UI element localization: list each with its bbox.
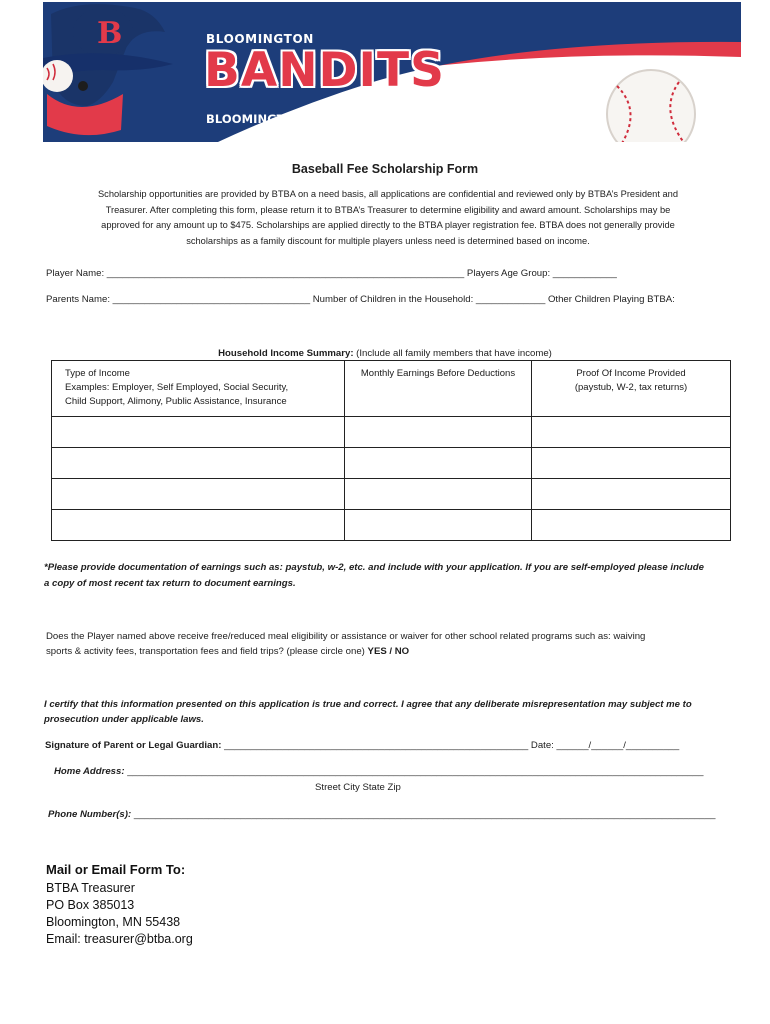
col-type-title: Type of Income: [65, 368, 130, 379]
phone-line[interactable]: _____________________________________________________________________________________________________________: [133, 809, 716, 820]
income-type-cell[interactable]: [52, 510, 345, 541]
mail-heading: Mail or Email Form To:: [46, 862, 186, 877]
meal-question-tail: sports & activity fees, transportation fees and field trips? (please circle one): [46, 646, 368, 657]
household-income-label: [0, 348, 770, 359]
certification-text: I certify that this information presented on this application is true and correct. I agree that any deliberate misrepresentation may subject me to: [44, 699, 692, 710]
banner-association: BLOOMINGTON TRAVELING BASEBALL ASSOCIATION: [206, 112, 545, 126]
documentation-note: a copy of most recent tax return to document earnings.: [44, 578, 296, 589]
col-proof-title: Proof Of Income Provided: [576, 368, 686, 379]
table-row: [52, 510, 731, 541]
proof-cell[interactable]: [532, 448, 731, 479]
col-type-of-income: [52, 361, 345, 417]
proof-cell[interactable]: [532, 479, 731, 510]
mail-line: Email: treasurer@btba.org: [46, 932, 193, 946]
income-table: [51, 360, 731, 541]
proof-cell[interactable]: [532, 510, 731, 541]
player-name-field[interactable]: Player Name: ___________________________________________________________________ Players Age Group: ____________: [46, 268, 617, 279]
header-banner: [43, 2, 741, 142]
income-type-cell[interactable]: [52, 448, 345, 479]
mail-line: PO Box 385013: [46, 898, 135, 912]
col-monthly-earnings-label: Monthly Earnings Before Deductions: [360, 368, 516, 379]
col-proof-of-income: [532, 361, 731, 417]
form-title: Baseball Fee Scholarship Form: [291, 162, 479, 176]
mail-line: Bloomington, MN 55438: [46, 915, 181, 929]
income-type-cell[interactable]: [52, 479, 345, 510]
table-row: [52, 479, 731, 510]
cap-letter: B: [97, 16, 123, 51]
home-address-line[interactable]: ____________________________________________________________________________________________________________: [127, 766, 704, 777]
col-proof-examples: (paystub, W-2, tax returns): [574, 382, 688, 393]
col-type-examples: Child Support, Alimony, Public Assistance, Insurance: [65, 396, 287, 407]
phone-field[interactable]: [48, 809, 715, 820]
home-address-label: Home Address:: [54, 766, 128, 777]
signature-line[interactable]: _________________________________________________________ Date: ______/______/__________: [224, 740, 680, 751]
monthly-earnings-cell[interactable]: [345, 417, 532, 448]
monthly-earnings-cell[interactable]: [345, 448, 532, 479]
proof-cell[interactable]: [532, 417, 731, 448]
income-type-cell[interactable]: [52, 417, 345, 448]
signature-field[interactable]: [45, 740, 679, 751]
banner-top-line: BLOOMINGTON: [206, 32, 314, 46]
meal-question: Does the Player named above receive free/reduced meal eligibility or assistance or waiver for other school related programs such as: waiving: [46, 631, 646, 642]
intro-line: approved for any amount up to $475. Scholarships are applied directly to the BTBA player registration fee. BTBA does not generally provide: [101, 220, 675, 230]
monthly-earnings-cell[interactable]: [345, 479, 532, 510]
monthly-earnings-cell[interactable]: [345, 510, 532, 541]
home-address-field[interactable]: [54, 766, 703, 777]
intro-line: Scholarship opportunities are provided by BTBA on a need basis, all applications are confidential and reviewed only by BTBA’s President and: [97, 189, 679, 199]
household-income-heading: Household Income Summary:: [218, 348, 354, 359]
mail-line: BTBA Treasurer: [46, 881, 135, 895]
income-table-header: [52, 361, 731, 417]
intro-line: scholarships as a family discount for multiple players unless need is determined based on income.: [186, 235, 590, 246]
col-monthly-earnings: [345, 361, 532, 417]
documentation-note: *Please provide documentation of earnings such as: paystub, w-2, etc. and include with your application. If you are self-employed please include: [44, 562, 704, 573]
signature-label: Signature of Parent or Legal Guardian:: [45, 740, 225, 751]
street-caption: Street City State Zip: [315, 782, 401, 793]
certification-text: prosecution under applicable laws.: [44, 714, 204, 725]
phone-label: Phone Number(s):: [48, 809, 134, 820]
intro-line: Treasurer. After completing this form, please return it to BTBA’s Treasurer to determine eligibility and award amount. Scholarships may be: [105, 204, 671, 215]
table-row: [52, 448, 731, 479]
col-type-examples: Examples: Employer, Self Employed, Social Security,: [65, 382, 289, 393]
parents-name-field[interactable]: Parents Name: _____________________________________ Number of Children in the Household: _____________ Other Children Playing BTBA:: [46, 294, 675, 305]
meal-question: [46, 646, 409, 657]
table-row: [52, 417, 731, 448]
banner-team-name: BANDITS: [204, 43, 445, 98]
intro-paragraph: [55, 187, 721, 249]
household-income-note: (Include all family members that have income): [353, 348, 552, 359]
yes-no-choice[interactable]: YES / NO: [367, 646, 410, 657]
